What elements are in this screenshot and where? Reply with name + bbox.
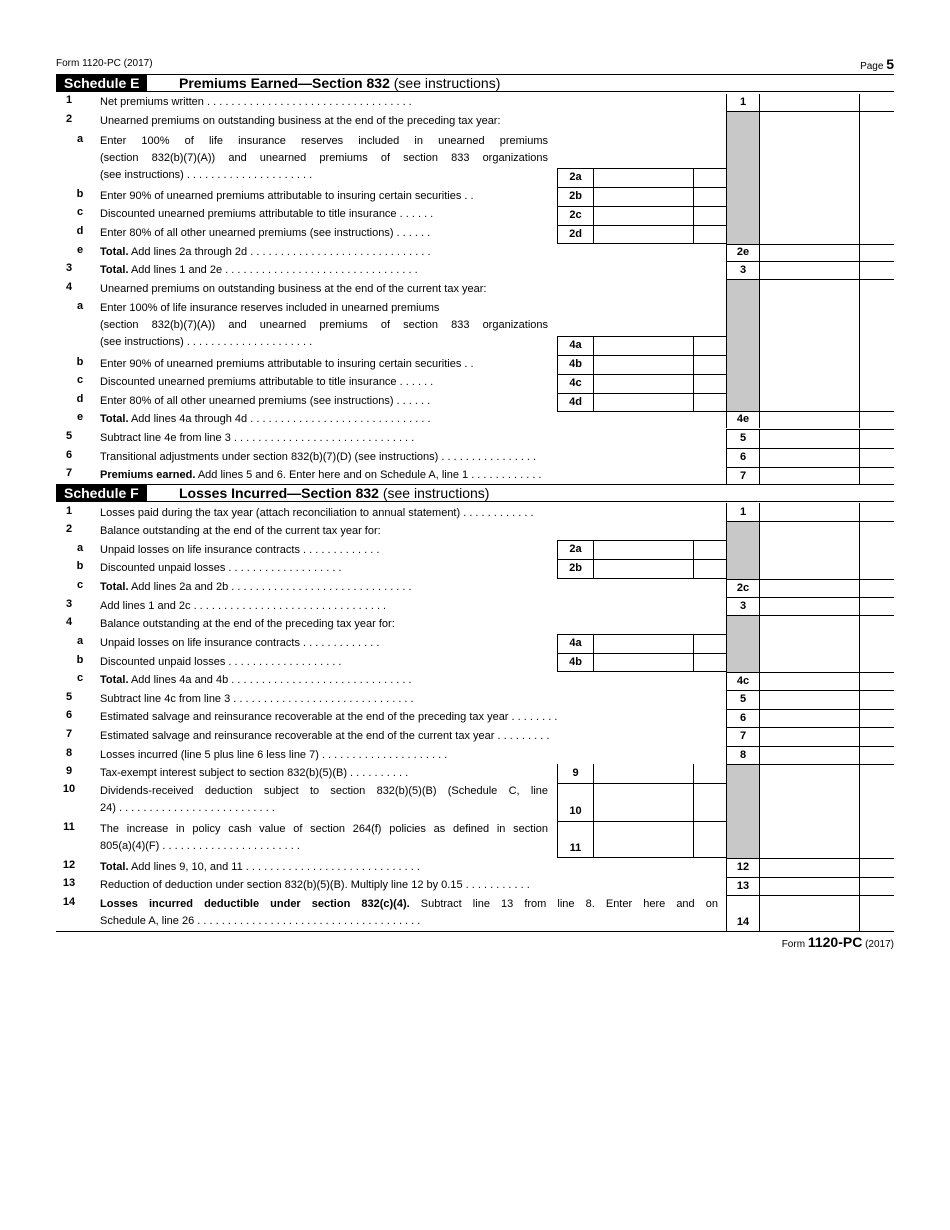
rule xyxy=(557,206,726,207)
amount-field-e2e[interactable] xyxy=(760,244,860,261)
amount-field-f8[interactable] xyxy=(760,746,860,764)
line-e3: 3 Total. Add lines 1 and 2e . . . . . . . . . . . . . . . . . . . . . . . . . . . . . . . . xyxy=(65,262,418,276)
amount-field-e2a[interactable] xyxy=(594,168,694,187)
box-label-f14: 14 xyxy=(726,895,760,931)
line-e2b: b Enter 90% of unearned premiums attributable to insuring certain securities . . xyxy=(76,188,474,202)
box-label-e4c: 4c xyxy=(557,374,594,393)
rule xyxy=(726,429,894,430)
line-e4a: a Enter 100% of life insurance reserves included in unearned premiums (section 832(b)(7)(A)) and unearned premiums of section 833 organizations (see instructions) . . . . . . . . . . . . . . . . . . . . . xyxy=(76,300,548,348)
amount-field-f3[interactable] xyxy=(760,597,860,615)
line-e2c: c Discounted unearned premiums attributable to title insurance . . . . . . xyxy=(76,206,434,220)
amount-field-e4d[interactable] xyxy=(594,393,694,412)
box-label-e2b: 2b xyxy=(557,187,594,206)
schedule-e-header xyxy=(56,74,894,92)
cents-field-f4c[interactable] xyxy=(860,672,894,690)
schedule-e-title: Premiums Earned—Section 832 (see instructions) xyxy=(179,75,501,91)
box-label-f8: 8 xyxy=(726,746,760,764)
rule xyxy=(557,671,726,672)
rule xyxy=(726,111,894,112)
amount-field-e6[interactable] xyxy=(760,448,860,467)
rule xyxy=(557,393,726,394)
page-footer: Form 1120-PC (2017) xyxy=(781,934,894,950)
box-label-f3: 3 xyxy=(726,597,760,615)
amount-field-f2a[interactable] xyxy=(594,540,694,559)
box-label-f2b: 2b xyxy=(557,559,594,578)
cents-field-f1[interactable] xyxy=(860,503,894,521)
line-f8: 8 Losses incurred (line 5 plus line 6 less line 7) . . . . . . . . . . . . . . . . . . . . . xyxy=(65,747,448,761)
rule xyxy=(557,857,726,858)
line-f10: 10 Dividends-received deduction subject to section 832(b)(5)(B) (Schedule C, line 24) . . . . . . . . . . . . . . . . . . . . . . . . . . xyxy=(62,783,548,814)
line-e6: 6 Transitional adjustments under section 832(b)(7)(D) (see instructions) . . . . . . . . . . . . . . . . xyxy=(65,449,537,463)
rule xyxy=(557,559,726,560)
amount-field-f7[interactable] xyxy=(760,727,860,746)
rule xyxy=(557,578,726,579)
box-label-f5: 5 xyxy=(726,690,760,709)
line-e4e: e Total. Add lines 4a through 4d . . . . . . . . . . . . . . . . . . . . . . . . . . . . . . xyxy=(76,411,431,425)
line-f3: 3 Add lines 1 and 2c . . . . . . . . . . . . . . . . . . . . . . . . . . . . . . . . xyxy=(65,598,387,612)
amount-field-f13[interactable] xyxy=(760,877,860,895)
box-label-e4e: 4e xyxy=(726,411,760,428)
line-f12: 12 Total. Add lines 9, 10, and 11 . . . . . . . . . . . . . . . . . . . . . . . . . . . . . xyxy=(62,859,420,873)
rule xyxy=(726,411,894,412)
box-label-f4b: 4b xyxy=(557,653,594,672)
line-f7: 7 Estimated salvage and reinsurance recoverable at the end of the current tax year . . . . . . . . . xyxy=(65,728,550,742)
rule xyxy=(726,521,894,522)
cents-field-e7[interactable] xyxy=(860,467,894,485)
bottom-rule xyxy=(56,931,894,932)
rule xyxy=(557,821,726,822)
box-label-e2d: 2d xyxy=(557,225,594,244)
amount-field-e2b[interactable] xyxy=(594,187,694,206)
box-label-e2c: 2c xyxy=(557,206,594,225)
rule xyxy=(726,877,894,878)
schedule-f-header xyxy=(56,484,894,502)
line-f9: 9 Tax-exempt interest subject to section 832(b)(5)(B) . . . . . . . . . . xyxy=(65,765,409,779)
amount-field-f5[interactable] xyxy=(760,690,860,709)
cents-field-e1[interactable] xyxy=(860,94,894,111)
box-label-f2a: 2a xyxy=(557,540,594,559)
cents-field-e6[interactable] xyxy=(860,448,894,467)
box-label-f6: 6 xyxy=(726,709,760,727)
rule xyxy=(726,764,894,765)
box-label-e5: 5 xyxy=(726,429,760,448)
line-f2b: b Discounted unpaid losses . . . . . . . . . . . . . . . . . . . xyxy=(76,560,342,574)
line-e1: 1 Net premiums written . . . . . . . . . . . . . . . . . . . . . . . . . . . . . . . . . . xyxy=(65,94,412,108)
line-f4: 4 Balance outstanding at the end of the preceding tax year for: xyxy=(65,616,395,630)
line-f4b: b Discounted unpaid losses . . . . . . . . . . . . . . . . . . . xyxy=(76,654,342,668)
cents-field-f5[interactable] xyxy=(860,690,894,709)
cents-field-f2c[interactable] xyxy=(860,579,894,597)
rule xyxy=(557,243,726,244)
box-label-f4c: 4c xyxy=(726,672,760,690)
box-label-f9: 9 xyxy=(557,764,594,783)
rule xyxy=(726,858,894,859)
line-e4b: b Enter 90% of unearned premiums attributable to insuring certain securities . . xyxy=(76,356,474,370)
cents-field-f8[interactable] xyxy=(860,746,894,764)
amount-field-e4a[interactable] xyxy=(594,336,694,355)
line-e4d: d Enter 80% of all other unearned premiums (see instructions) . . . . . . xyxy=(76,393,431,407)
line-e2d: d Enter 80% of all other unearned premiums (see instructions) . . . . . . xyxy=(76,225,431,239)
line-e4: 4 Unearned premiums on outstanding business at the end of the current tax year: xyxy=(65,281,487,295)
rule xyxy=(726,895,894,896)
box-label-f1: 1 xyxy=(726,503,760,521)
rule xyxy=(726,727,894,728)
rule xyxy=(726,467,894,468)
rule xyxy=(557,634,726,635)
rule xyxy=(557,225,726,226)
cents-field-f13[interactable] xyxy=(860,877,894,895)
box-label-e4d: 4d xyxy=(557,393,594,412)
cents-field-f14[interactable] xyxy=(860,895,894,931)
box-label-e1: 1 xyxy=(726,94,760,111)
schedule-e-tag: Schedule E xyxy=(56,75,147,91)
rule xyxy=(557,540,726,541)
amount-field-f4a[interactable] xyxy=(594,634,694,653)
line-f6: 6 Estimated salvage and reinsurance recoverable at the end of the preceding tax year . . . . . . . . xyxy=(65,709,558,723)
page-header xyxy=(56,56,894,74)
amount-field-f1[interactable] xyxy=(760,503,860,521)
rule xyxy=(557,653,726,654)
rule xyxy=(726,672,894,673)
rule xyxy=(726,448,894,449)
box-label-f10: 10 xyxy=(557,783,594,821)
line-f14: 14 Losses incurred deductible under section 832(c)(4). Subtract line 13 from line 8. Enter here and on Schedule A, line 26 . . . . . . . . . . . . . . . . . . . . . . . . . . . . . . . . . . . . . xyxy=(62,896,718,927)
amount-field-f10[interactable] xyxy=(594,783,694,821)
line-f2: 2 Balance outstanding at the end of the current tax year for: xyxy=(65,523,381,537)
box-label-e4a: 4a xyxy=(557,336,594,355)
page-number: Page 5 xyxy=(860,56,894,72)
amount-field-e5[interactable] xyxy=(760,429,860,448)
rule xyxy=(726,690,894,691)
amount-field-e3[interactable] xyxy=(760,262,860,279)
rule xyxy=(557,411,726,412)
rule xyxy=(726,746,894,747)
amount-field-f2c[interactable] xyxy=(760,579,860,597)
line-f4c: c Total. Add lines 4a and 4b . . . . . . . . . . . . . . . . . . . . . . . . . . . . . . xyxy=(76,672,412,686)
line-f2c: c Total. Add lines 2a and 2b . . . . . . . . . . . . . . . . . . . . . . . . . . . . . . xyxy=(76,579,412,593)
line-e4c: c Discounted unearned premiums attributable to title insurance . . . . . . xyxy=(76,374,434,388)
rule xyxy=(726,279,894,280)
cents-field-e2e[interactable] xyxy=(860,244,894,261)
amount-field-f14[interactable] xyxy=(760,895,860,931)
amount-field-f12[interactable] xyxy=(760,858,860,877)
box-label-e7: 7 xyxy=(726,467,760,485)
amount-field-f9[interactable] xyxy=(594,764,694,783)
schedule-f-tag: Schedule F xyxy=(56,485,147,501)
rule xyxy=(726,579,894,580)
amount-field-e4b[interactable] xyxy=(594,355,694,374)
box-label-e2a: 2a xyxy=(557,168,594,187)
amount-field-e4c[interactable] xyxy=(594,374,694,393)
line-e2: 2 Unearned premiums on outstanding business at the end of the preceding tax year: xyxy=(65,113,501,127)
box-label-f11: 11 xyxy=(557,821,594,858)
line-f2a: a Unpaid losses on life insurance contracts . . . . . . . . . . . . . xyxy=(76,542,380,556)
rule xyxy=(726,244,894,245)
schedule-f-title: Losses Incurred—Section 832 (see instructions) xyxy=(179,485,490,501)
cents-field-f3[interactable] xyxy=(860,597,894,615)
rule xyxy=(557,374,726,375)
box-label-e2e: 2e xyxy=(726,244,760,261)
box-label-e6: 6 xyxy=(726,448,760,467)
cents-field-f12[interactable] xyxy=(860,858,894,877)
box-label-f4a: 4a xyxy=(557,634,594,653)
amount-field-f11[interactable] xyxy=(594,821,694,858)
cents-field-e5[interactable] xyxy=(860,429,894,448)
cents-field-e3[interactable] xyxy=(860,262,894,279)
box-label-f7: 7 xyxy=(726,727,760,746)
rule xyxy=(557,355,726,356)
rule xyxy=(726,261,894,262)
box-label-e4b: 4b xyxy=(557,355,594,374)
amount-field-e1[interactable] xyxy=(760,94,860,111)
line-f1: 1 Losses paid during the tax year (attach reconciliation to annual statement) . . . . . . . . . . . . xyxy=(65,505,534,519)
line-e7: 7 Premiums earned. Add lines 5 and 6. Enter here and on Schedule A, line 1 . . . . . . . . . . . . xyxy=(65,467,542,481)
line-f11: 11 The increase in policy cash value of section 264(f) policies as defined in section 805(a)(4)(F) . . . . . . . . . . . . . . . . . . . . . . . xyxy=(63,821,548,852)
box-label-e3: 3 xyxy=(726,262,760,279)
cents-field-f7[interactable] xyxy=(860,727,894,746)
box-label-f13: 13 xyxy=(726,877,760,895)
form-id: Form 1120-PC (2017) xyxy=(56,58,153,69)
rule xyxy=(726,597,894,598)
amount-field-f6[interactable] xyxy=(760,709,860,727)
amount-field-f4c[interactable] xyxy=(760,672,860,690)
rule xyxy=(557,336,726,337)
rule xyxy=(557,187,726,188)
line-f4a: a Unpaid losses on life insurance contracts . . . . . . . . . . . . . xyxy=(76,635,380,649)
line-f13: 13 Reduction of deduction under section 832(b)(5)(B). Multiply line 12 by 0.15 . . . . . . . . . . . xyxy=(62,877,530,891)
line-e2e: e Total. Add lines 2a through 2d . . . . . . . . . . . . . . . . . . . . . . . . . . . . . . xyxy=(76,244,431,258)
rule xyxy=(726,615,894,616)
amount-field-f2b[interactable] xyxy=(594,559,694,578)
rule xyxy=(726,709,894,710)
amount-field-e2d[interactable] xyxy=(594,225,694,244)
box-label-f12: 12 xyxy=(726,858,760,877)
rule xyxy=(557,168,726,169)
box-label-f2c: 2c xyxy=(726,579,760,597)
cents-field-e4e[interactable] xyxy=(860,411,894,428)
amount-field-e7[interactable] xyxy=(760,467,860,485)
line-e2a: a Enter 100% of life insurance reserves included in unearned premiums (section 832(b)(7)(A)) and unearned premiums of section 833 organizations (see instructions) . . . . . . . . . . . . . . . . . . . . . xyxy=(76,133,548,181)
amount-field-e4e[interactable] xyxy=(760,411,860,428)
cents-field-f6[interactable] xyxy=(860,709,894,727)
rule xyxy=(557,783,726,784)
amount-field-f4b[interactable] xyxy=(594,653,694,672)
amount-field-e2c[interactable] xyxy=(594,206,694,225)
line-f5: 5 Subtract line 4c from line 3 . . . . . . . . . . . . . . . . . . . . . . . . . . . . . . xyxy=(65,691,414,705)
line-e5: 5 Subtract line 4e from line 3 . . . . . . . . . . . . . . . . . . . . . . . . . . . . . . xyxy=(65,430,415,444)
